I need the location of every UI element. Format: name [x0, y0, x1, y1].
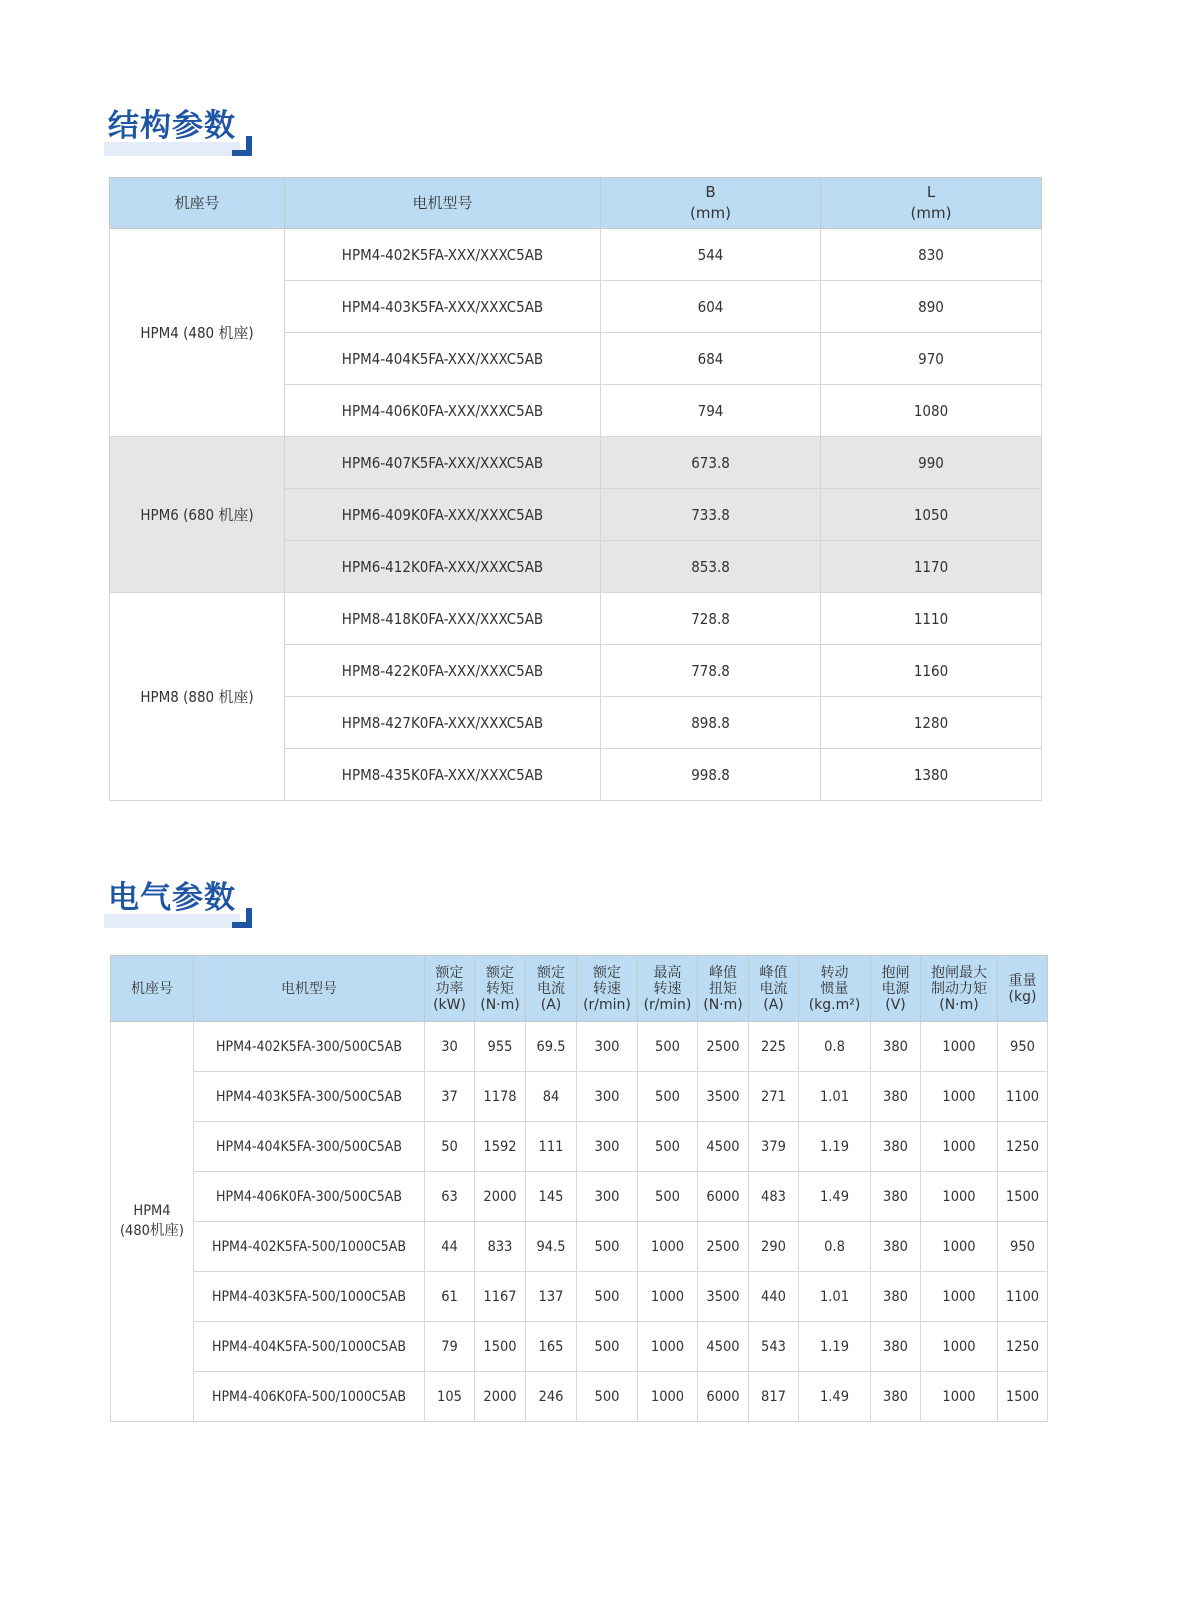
inertia-cell: 0.8 [799, 1222, 871, 1272]
model-cell: HPM4-402K5FA-300/500C5AB [194, 1022, 425, 1072]
struct-header-b-name: B [705, 183, 716, 201]
inertia-cell: 1.01 [799, 1072, 871, 1122]
struct-header-b-unit: (mm) [690, 204, 731, 222]
header-line: 转动 [820, 964, 849, 981]
header-line: 峰值 [759, 964, 788, 981]
l-cell: 1280 [821, 697, 1042, 749]
current-cell: 246 [526, 1372, 577, 1422]
current-cell: 137 [526, 1272, 577, 1322]
brake_torque-cell: 1000 [921, 1022, 998, 1072]
peak_torque-cell: 2500 [698, 1222, 749, 1272]
current-cell: 69.5 [526, 1022, 577, 1072]
max_speed-cell: 1000 [638, 1322, 698, 1372]
elec-section-title [104, 876, 240, 928]
header-base [111, 956, 194, 1022]
table-row [110, 229, 1042, 281]
speed-cell: 500 [577, 1272, 638, 1322]
weight-cell: 1250 [998, 1122, 1048, 1172]
b-cell: 998.8 [601, 749, 821, 801]
struct-table-body [110, 229, 1042, 801]
inertia-cell: 1.19 [799, 1122, 871, 1172]
speed-cell: 300 [577, 1172, 638, 1222]
b-cell: 604 [601, 281, 821, 333]
torque-cell: 2000 [475, 1372, 526, 1422]
header-peak_current [749, 956, 799, 1022]
brake_voltage-cell: 380 [871, 1122, 921, 1172]
header-brake_torque [921, 956, 998, 1022]
model-cell: HPM4-404K5FA-500/1000C5AB [194, 1322, 425, 1372]
model-cell: HPM4-403K5FA-300/500C5AB [194, 1072, 425, 1122]
base-line: (480机座) [119, 1223, 185, 1239]
header-line: 电机型号 [281, 980, 337, 997]
peak_current-cell: 543 [749, 1322, 799, 1372]
header-model [194, 956, 425, 1022]
torque-cell: 2000 [475, 1172, 526, 1222]
header-line: 抱闸 [881, 964, 910, 981]
header-line: 转速 [593, 980, 621, 997]
current-cell: 94.5 [526, 1222, 577, 1272]
power-cell: 30 [425, 1022, 475, 1072]
peak_torque-cell: 4500 [698, 1322, 749, 1372]
brake_torque-cell: 1000 [921, 1372, 998, 1422]
model-cell: HPM4-404K5FA-300/500C5AB [194, 1122, 425, 1172]
torque-cell: 1592 [475, 1122, 526, 1172]
struct-header-base: 机座号 [110, 178, 285, 229]
header-line: 惯量 [820, 980, 849, 997]
header-line: 功率 [435, 980, 464, 997]
elec-params-table [110, 955, 1048, 1422]
table-row [111, 1122, 1048, 1172]
current-cell: 165 [526, 1322, 577, 1372]
header-speed [577, 956, 638, 1022]
header-line: 电源 [881, 980, 910, 997]
torque-cell: 833 [475, 1222, 526, 1272]
brake_torque-cell: 1000 [921, 1122, 998, 1172]
weight-cell: 1500 [998, 1372, 1048, 1422]
max_speed-cell: 1000 [638, 1272, 698, 1322]
weight-cell: 1250 [998, 1322, 1048, 1372]
model-cell: HPM4-406K0FA-300/500C5AB [194, 1172, 425, 1222]
speed-cell: 500 [577, 1372, 638, 1422]
b-cell: 684 [601, 333, 821, 385]
inertia-cell: 1.49 [799, 1172, 871, 1222]
brake_voltage-cell: 380 [871, 1222, 921, 1272]
brake_voltage-cell: 380 [871, 1172, 921, 1222]
base-cell: HPM4 (480 机座) [110, 229, 285, 437]
struct-params-table [109, 177, 1042, 801]
brake_voltage-cell: 380 [871, 1022, 921, 1072]
header-line: 峰值 [709, 964, 737, 981]
model-cell: HPM8-435K0FA-XXX/XXXC5AB [285, 749, 601, 801]
weight-cell: 950 [998, 1022, 1048, 1072]
table-row [111, 1222, 1048, 1272]
current-cell: 145 [526, 1172, 577, 1222]
header-inertia [799, 956, 871, 1022]
b-cell: 544 [601, 229, 821, 281]
header-line: 扭矩 [709, 980, 737, 997]
brake_torque-cell: 1000 [921, 1222, 998, 1272]
header-line: 额定 [537, 964, 565, 981]
power-cell: 37 [425, 1072, 475, 1122]
speed-cell: 300 [577, 1022, 638, 1072]
header-current [526, 956, 577, 1022]
brake_voltage-cell: 380 [871, 1272, 921, 1322]
inertia-cell: 1.49 [799, 1372, 871, 1422]
model-cell: HPM4-403K5FA-XXX/XXXC5AB [285, 281, 601, 333]
struct-header-l [821, 178, 1042, 229]
table-row [111, 1172, 1048, 1222]
power-cell: 44 [425, 1222, 475, 1272]
header-line: (N·m) [939, 996, 979, 1013]
b-cell: 733.8 [601, 489, 821, 541]
struct-header-model: 电机型号 [285, 178, 601, 229]
struct-section-title [104, 104, 240, 156]
elec-table-body [111, 1022, 1048, 1422]
weight-cell: 950 [998, 1222, 1048, 1272]
header-line: 重量 [1008, 972, 1037, 989]
speed-cell: 500 [577, 1322, 638, 1372]
header-line: (N·m) [703, 996, 743, 1013]
table-row [111, 1022, 1048, 1072]
struct-header-l-name: L [926, 183, 936, 201]
model-cell: HPM6-412K0FA-XXX/XXXC5AB [285, 541, 601, 593]
b-cell: 853.8 [601, 541, 821, 593]
model-cell: HPM4-404K5FA-XXX/XXXC5AB [285, 333, 601, 385]
header-line: (r/min) [583, 996, 631, 1013]
model-cell: HPM8-427K0FA-XXX/XXXC5AB [285, 697, 601, 749]
inertia-cell: 0.8 [799, 1022, 871, 1072]
model-cell: HPM4-402K5FA-500/1000C5AB [194, 1222, 425, 1272]
header-line: (N·m) [480, 996, 520, 1013]
peak_current-cell: 817 [749, 1372, 799, 1422]
table-row [111, 1272, 1048, 1322]
elec-header-row [111, 956, 1048, 1022]
l-cell: 990 [821, 437, 1042, 489]
base-cell: HPM8 (880 机座) [110, 593, 285, 801]
inertia-cell: 1.01 [799, 1272, 871, 1322]
torque-cell: 1500 [475, 1322, 526, 1372]
weight-cell: 1100 [998, 1072, 1048, 1122]
power-cell: 61 [425, 1272, 475, 1322]
header-brake_voltage [871, 956, 921, 1022]
struct-title-text: 结构参数 [108, 108, 236, 144]
struct-header-row [110, 178, 1042, 229]
model-cell: HPM6-409K0FA-XXX/XXXC5AB [285, 489, 601, 541]
struct-header-l-unit: (mm) [910, 204, 952, 222]
peak_current-cell: 290 [749, 1222, 799, 1272]
header-line: 额定 [486, 964, 514, 981]
peak_torque-cell: 6000 [698, 1372, 749, 1422]
header-line: (kg.m²) [808, 996, 861, 1013]
table-row [111, 1372, 1048, 1422]
header-line: 制动力矩 [931, 980, 987, 997]
b-cell: 794 [601, 385, 821, 437]
peak_torque-cell: 4500 [698, 1122, 749, 1172]
l-cell: 830 [821, 229, 1042, 281]
brake_torque-cell: 1000 [921, 1072, 998, 1122]
peak_current-cell: 225 [749, 1022, 799, 1072]
peak_torque-cell: 3500 [698, 1072, 749, 1122]
base-cell: HPM6 (680 机座) [110, 437, 285, 593]
max_speed-cell: 500 [638, 1072, 698, 1122]
inertia-cell: 1.19 [799, 1322, 871, 1372]
header-line: 转速 [653, 980, 682, 997]
b-cell: 778.8 [601, 645, 821, 697]
b-cell: 673.8 [601, 437, 821, 489]
power-cell: 79 [425, 1322, 475, 1372]
header-line: 额定 [435, 964, 464, 981]
brake_torque-cell: 1000 [921, 1172, 998, 1222]
header-weight [998, 956, 1048, 1022]
model-cell: HPM4-406K0FA-XXX/XXXC5AB [285, 385, 601, 437]
base-line: HPM4 [133, 1203, 171, 1219]
l-cell: 1050 [821, 489, 1042, 541]
table-row [111, 1072, 1048, 1122]
brake_torque-cell: 1000 [921, 1272, 998, 1322]
torque-cell: 1178 [475, 1072, 526, 1122]
header-line: (kW) [433, 996, 466, 1013]
header-line: (r/min) [643, 996, 692, 1013]
model-cell: HPM6-407K5FA-XXX/XXXC5AB [285, 437, 601, 489]
header-line: 电流 [537, 980, 565, 997]
l-cell: 1160 [821, 645, 1042, 697]
header-line: (V) [885, 996, 906, 1013]
speed-cell: 300 [577, 1122, 638, 1172]
b-cell: 898.8 [601, 697, 821, 749]
l-cell: 1380 [821, 749, 1042, 801]
torque-cell: 955 [475, 1022, 526, 1072]
base-cell [111, 1022, 194, 1422]
struct-header-b [601, 178, 821, 229]
header-line: (kg) [1008, 988, 1037, 1005]
header-line: (A) [540, 996, 562, 1013]
l-cell: 1080 [821, 385, 1042, 437]
weight-cell: 1100 [998, 1272, 1048, 1322]
max_speed-cell: 500 [638, 1172, 698, 1222]
table-row [110, 593, 1042, 645]
peak_current-cell: 440 [749, 1272, 799, 1322]
power-cell: 105 [425, 1372, 475, 1422]
torque-cell: 1167 [475, 1272, 526, 1322]
header-line: 最高 [653, 964, 682, 981]
l-cell: 1110 [821, 593, 1042, 645]
peak_current-cell: 483 [749, 1172, 799, 1222]
title-corner-mark [232, 908, 252, 928]
l-cell: 890 [821, 281, 1042, 333]
brake_voltage-cell: 380 [871, 1322, 921, 1372]
speed-cell: 500 [577, 1222, 638, 1272]
table-row [111, 1322, 1048, 1372]
header-peak_torque [698, 956, 749, 1022]
header-torque [475, 956, 526, 1022]
model-cell: HPM8-422K0FA-XXX/XXXC5AB [285, 645, 601, 697]
model-cell: HPM8-418K0FA-XXX/XXXC5AB [285, 593, 601, 645]
brake_voltage-cell: 380 [871, 1072, 921, 1122]
table-row [110, 437, 1042, 489]
header-line: 抱闸最大 [931, 964, 987, 981]
header-power [425, 956, 475, 1022]
peak_current-cell: 379 [749, 1122, 799, 1172]
weight-cell: 1500 [998, 1172, 1048, 1222]
header-line: 电流 [759, 980, 788, 997]
current-cell: 111 [526, 1122, 577, 1172]
header-line: 转矩 [486, 980, 514, 997]
model-cell: HPM4-403K5FA-500/1000C5AB [194, 1272, 425, 1322]
max_speed-cell: 1000 [638, 1372, 698, 1422]
l-cell: 1170 [821, 541, 1042, 593]
b-cell: 728.8 [601, 593, 821, 645]
title-corner-mark [232, 136, 252, 156]
brake_voltage-cell: 380 [871, 1372, 921, 1422]
model-cell: HPM4-406K0FA-500/1000C5AB [194, 1372, 425, 1422]
power-cell: 50 [425, 1122, 475, 1172]
power-cell: 63 [425, 1172, 475, 1222]
speed-cell: 300 [577, 1072, 638, 1122]
peak_torque-cell: 2500 [698, 1022, 749, 1072]
elec-title-text: 电气参数 [108, 880, 236, 916]
header-line: 额定 [593, 964, 621, 981]
max_speed-cell: 500 [638, 1122, 698, 1172]
model-cell: HPM4-402K5FA-XXX/XXXC5AB [285, 229, 601, 281]
header-max_speed [638, 956, 698, 1022]
peak_torque-cell: 6000 [698, 1172, 749, 1222]
l-cell: 970 [821, 333, 1042, 385]
brake_torque-cell: 1000 [921, 1322, 998, 1372]
peak_torque-cell: 3500 [698, 1272, 749, 1322]
max_speed-cell: 500 [638, 1022, 698, 1072]
header-line: 机座号 [131, 980, 173, 997]
header-line: (A) [763, 996, 784, 1013]
peak_current-cell: 271 [749, 1072, 799, 1122]
max_speed-cell: 1000 [638, 1222, 698, 1272]
current-cell: 84 [526, 1072, 577, 1122]
